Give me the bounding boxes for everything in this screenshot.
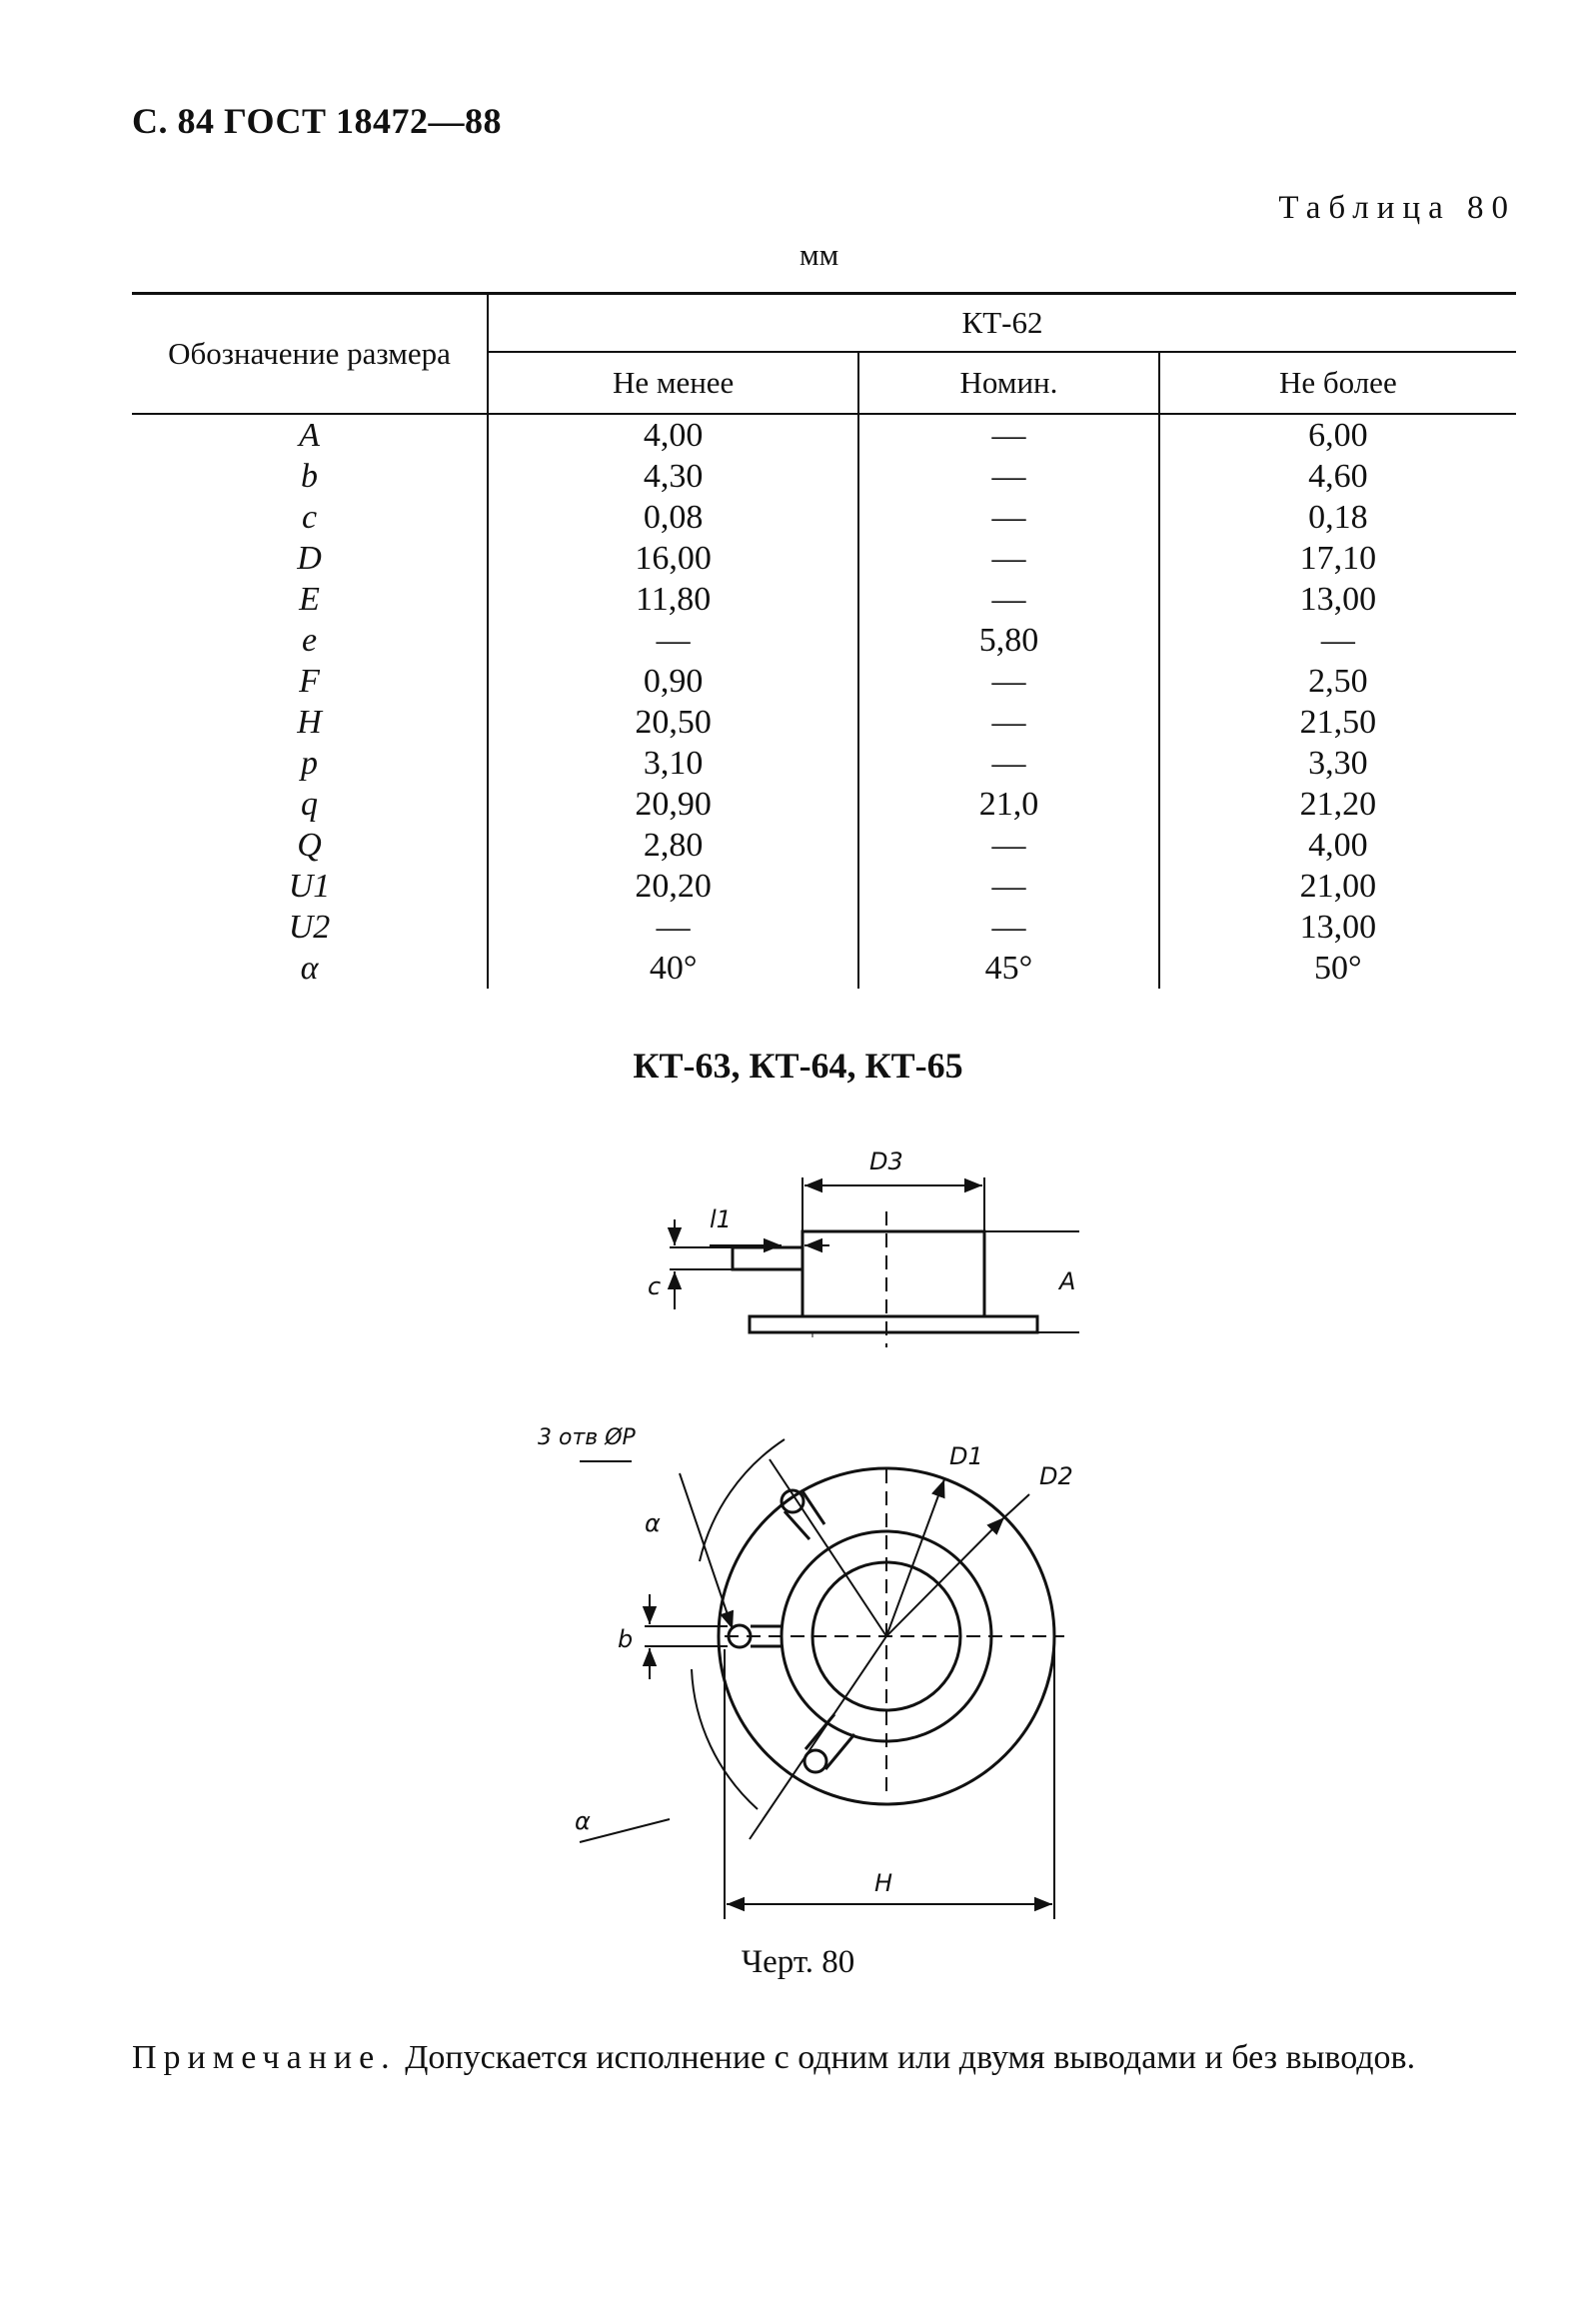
note-text: Допускается исполнение с одним или двумя выводами и без выводов. [405,2039,1416,2076]
nom-cell: 21,0 [858,784,1158,825]
component-drawing [520,1140,1079,1919]
symbol-cell: A [132,414,488,456]
section-title: КТ-63, КТ-64, КТ-65 [633,1046,963,1086]
max-cell: 17,10 [1299,540,1377,577]
nom-cell: — [858,907,1158,948]
lead-bottom [805,1714,854,1769]
symbol-cell: H [132,702,488,743]
nom-cell: — [858,661,1158,702]
max-cell: 50° [1314,950,1362,987]
nom-cell: — [858,456,1158,497]
min-cell: 40° [488,948,858,989]
table-row [132,948,1516,989]
table-row [132,497,1516,538]
max-cell: 6,00 [1308,417,1368,454]
min-cell: 0,08 [488,497,858,538]
min-cell: 2,80 [488,825,858,866]
d1-label: D1 [949,1442,983,1470]
table-label: Таблица 80 [1278,190,1516,226]
side-view-lead [733,1247,802,1269]
table-row [132,907,1516,948]
max-cell: 21,00 [1299,868,1377,905]
min-cell: 20,50 [488,702,858,743]
symbol-cell: c [132,497,488,538]
table-row [132,620,1516,661]
max-cell: 13,00 [1299,909,1377,946]
min-cell: 4,00 [488,414,858,456]
nom-cell: — [858,538,1158,579]
col-header-nom: Номин. [858,352,1158,414]
alpha-top-label: α [645,1509,661,1537]
alpha-bottom-label: α [575,1807,591,1835]
table-row [132,414,1516,456]
symbol-cell: F [132,661,488,702]
max-cell: 21,20 [1299,786,1377,823]
table-row [132,456,1516,497]
symbol-cell: U1 [132,866,488,907]
min-cell: 20,90 [488,784,858,825]
table-row [132,825,1516,866]
symbol-cell: Q [132,825,488,866]
page-header: С. 84 ГОСТ 18472—88 [132,101,502,141]
side-view-body [802,1231,984,1316]
max-cell: 2,50 [1308,663,1368,700]
nom-cell: — [858,702,1158,743]
d2-label: D2 [1039,1462,1073,1490]
max-cell: 21,50 [1299,704,1377,741]
min-cell: 0,90 [488,661,858,702]
side-view-flange [750,1316,1037,1332]
min-cell: 20,20 [488,866,858,907]
holes-label: 3 отв ØP [538,1425,636,1450]
nom-cell: — [858,866,1158,907]
max-cell: — [1320,622,1355,659]
table-row [132,866,1516,907]
designation-header: Обозначение размера [132,294,488,415]
h-dimension-label: H [874,1869,893,1897]
group-header: КТ-62 [488,294,1516,353]
note-label: Примечание. [132,2039,397,2076]
symbol-cell: D [132,538,488,579]
table-row [132,579,1516,620]
symbol-cell: e [132,620,488,661]
min-cell: — [488,907,858,948]
min-cell: 16,00 [488,538,858,579]
symbol-cell: E [132,579,488,620]
nom-cell: — [858,497,1158,538]
min-cell: — [488,620,858,661]
max-cell: 13,00 [1299,581,1377,618]
max-cell: 3,30 [1308,745,1368,782]
max-cell: 4,00 [1308,827,1368,864]
table-row [132,743,1516,784]
unit-label: мм [799,237,839,272]
max-cell: 0,18 [1308,499,1368,536]
l1-label: l1 [710,1205,732,1233]
symbol-cell: b [132,456,488,497]
nom-cell: — [858,414,1158,456]
max-cell: 4,60 [1308,458,1368,495]
nom-cell: — [858,743,1158,784]
symbol-cell: q [132,784,488,825]
symbol-cell: α [132,948,488,989]
col-header-min: Не менее [488,352,858,414]
table-row [132,538,1516,579]
symbol-cell: p [132,743,488,784]
table-row [132,702,1516,743]
a-dimension-label: A [1059,1267,1076,1295]
nom-cell: 45° [858,948,1158,989]
table-row [132,661,1516,702]
nom-cell: 5,80 [858,620,1158,661]
nom-cell: — [858,825,1158,866]
note [132,2034,1516,2081]
figure-caption: Черт. 80 [741,1944,855,1980]
nom-cell: — [858,579,1158,620]
symbol-cell: U2 [132,907,488,948]
d3-label: D3 [869,1148,903,1175]
c-dimension-label: c [648,1272,662,1300]
b-dimension-label: b [618,1625,634,1653]
min-cell: 3,10 [488,743,858,784]
dimensions-table [132,292,1516,989]
table-row [132,784,1516,825]
min-cell: 4,30 [488,456,858,497]
min-cell: 11,80 [488,579,858,620]
col-header-max: Не более [1159,352,1516,414]
